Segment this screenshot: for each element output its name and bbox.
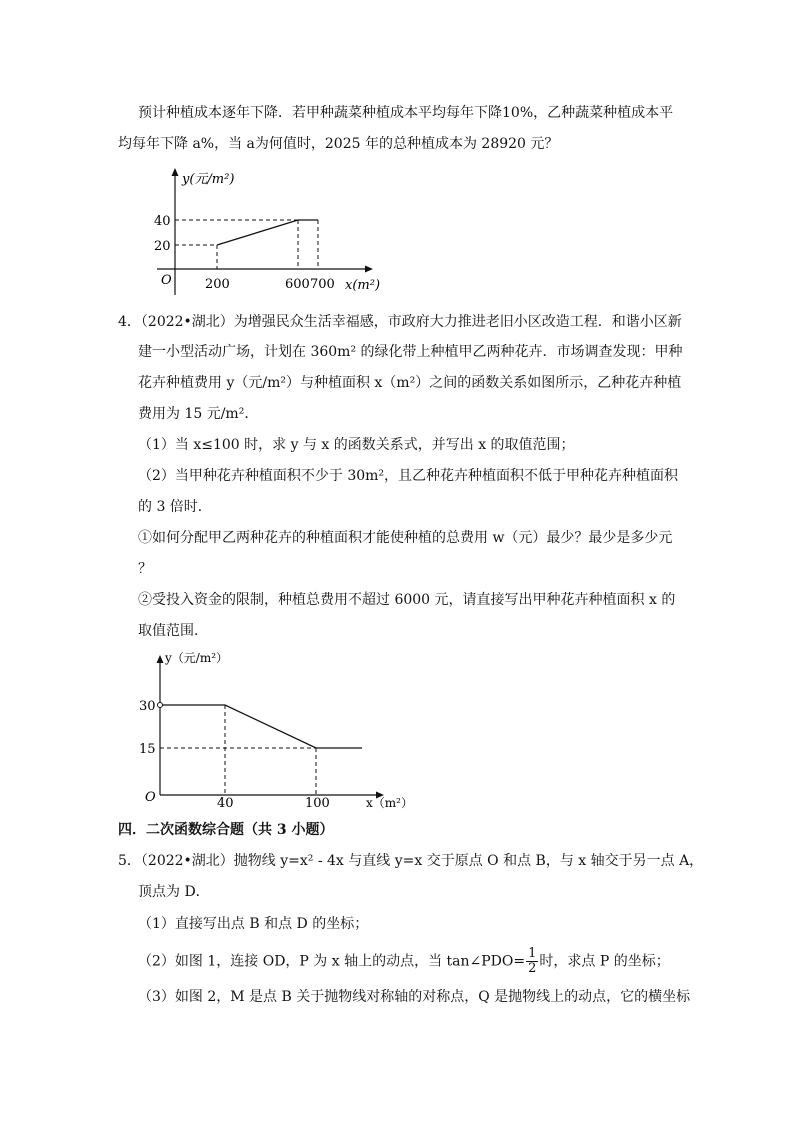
q5-sub-2 xyxy=(138,947,670,976)
q4-stem-line-1: 4．（2022•湖北）为增强民众生活幸福感，市政府大力推进老旧小区改造工程．和谐小区新 xyxy=(118,314,682,330)
graph2-x-label: x（m²） xyxy=(366,796,413,810)
q4-case-2-line-1: ②受投入资金的限制，种植总费用不超过 6000 元，请直接写出甲种花卉种植面积 x 的 xyxy=(138,592,676,608)
graph1-xtick-600: 600 xyxy=(285,277,310,292)
q5-fraction-numerator: 1 xyxy=(528,946,537,961)
q5-stem-line-2: 顶点为 D． xyxy=(138,884,210,900)
graph2-xtick-40: 40 xyxy=(217,796,234,811)
q4-stem-line-4: 费用为 15 元/m²． xyxy=(138,406,259,422)
q5-sub-2-post: 时，求点 P 的坐标； xyxy=(539,953,670,970)
q3-text-line-2: 均每年下降 a%，当 a为何值时，2025 年的总种植成本为 28920 元？ xyxy=(118,136,559,152)
graph2-ytick-30: 30 xyxy=(139,699,156,714)
graph2-ytick-15: 15 xyxy=(139,742,156,757)
graph1-origin: O xyxy=(161,273,172,288)
q5-sub-3: （3）如图 2，M 是点 B 关于抛物线对称轴的对称点，Q 是抛物线上的动点，它的横坐标 xyxy=(138,989,691,1005)
q4-sub-2-line-1: （2）当甲种花卉种植面积不少于 30m²，且乙种花卉种植面积不低于甲种花卉种植面积 xyxy=(138,468,679,484)
graph1-xtick-200: 200 xyxy=(205,277,230,292)
graph1-y-label: y(元/m²) xyxy=(182,172,235,187)
q5-stem-line-1: 5．（2022•湖北）抛物线 y=x² - 4x 与直线 y=x 交于原点 O 和点 B，与 x 轴交于另一点 A， xyxy=(118,853,704,869)
q4-case-1-line-2: ？ xyxy=(138,561,152,577)
graph1-y-arrow xyxy=(172,168,179,176)
graph-2 xyxy=(132,645,422,815)
graph2-y-label: y（元/m²） xyxy=(165,651,229,665)
graph2-open-point xyxy=(158,703,163,708)
q5-fraction xyxy=(526,947,538,976)
q5-fraction-denominator: 2 xyxy=(528,961,537,976)
q3-text-line-1: 预计种植成本逐年下降．若甲种蔬菜种植成本平均每年下降10%，乙种蔬菜种植成本平 xyxy=(138,105,674,121)
graph1-ytick-40: 40 xyxy=(154,214,171,229)
q5-sub-1: （1）直接写出点 B 和点 D 的坐标； xyxy=(138,916,369,932)
graph1-x-label: x(m²) xyxy=(345,278,381,293)
q4-stem-line-2: 建一小型活动广场，计划在 360m² 的绿化带上种植甲乙两种花卉．市场调查发现：甲种 xyxy=(138,344,683,360)
graph2-y-arrow xyxy=(157,655,164,663)
graph1-ytick-20: 20 xyxy=(154,239,171,254)
q4-case-2-line-2: 取值范围． xyxy=(138,623,208,639)
q5-sub-2-pre: （2）如图 1，连接 OD，P 为 x 轴上的动点，当 tan∠PDO= xyxy=(138,953,526,970)
q4-sub-2-line-2: 的 3 倍时． xyxy=(138,499,212,515)
graph2-xtick-100: 100 xyxy=(305,796,330,811)
graph2-function-line xyxy=(160,705,362,748)
graph2-origin: O xyxy=(145,790,156,805)
q4-stem-line-3: 花卉种植费用 y（元/m²）与种植面积 x（m²）之间的函数关系如图所示，乙种花卉种植 xyxy=(138,375,682,391)
graph1-x-arrow xyxy=(365,266,373,273)
graph1-function-line xyxy=(217,220,318,245)
graph1-xtick-700: 700 xyxy=(310,277,335,292)
section-heading: 四．二次函数综合题（共 3 小题） xyxy=(118,822,334,838)
q4-sub-1: （1）当 x≤100 时，求 y 与 x 的函数关系式，并写出 x 的取值范围； xyxy=(138,437,575,453)
q4-case-1-line-1: ①如何分配甲乙两种花卉的种植面积才能使种植的总费用 w（元）最少？最少是多少元 xyxy=(138,530,673,546)
graph-1 xyxy=(135,165,395,300)
